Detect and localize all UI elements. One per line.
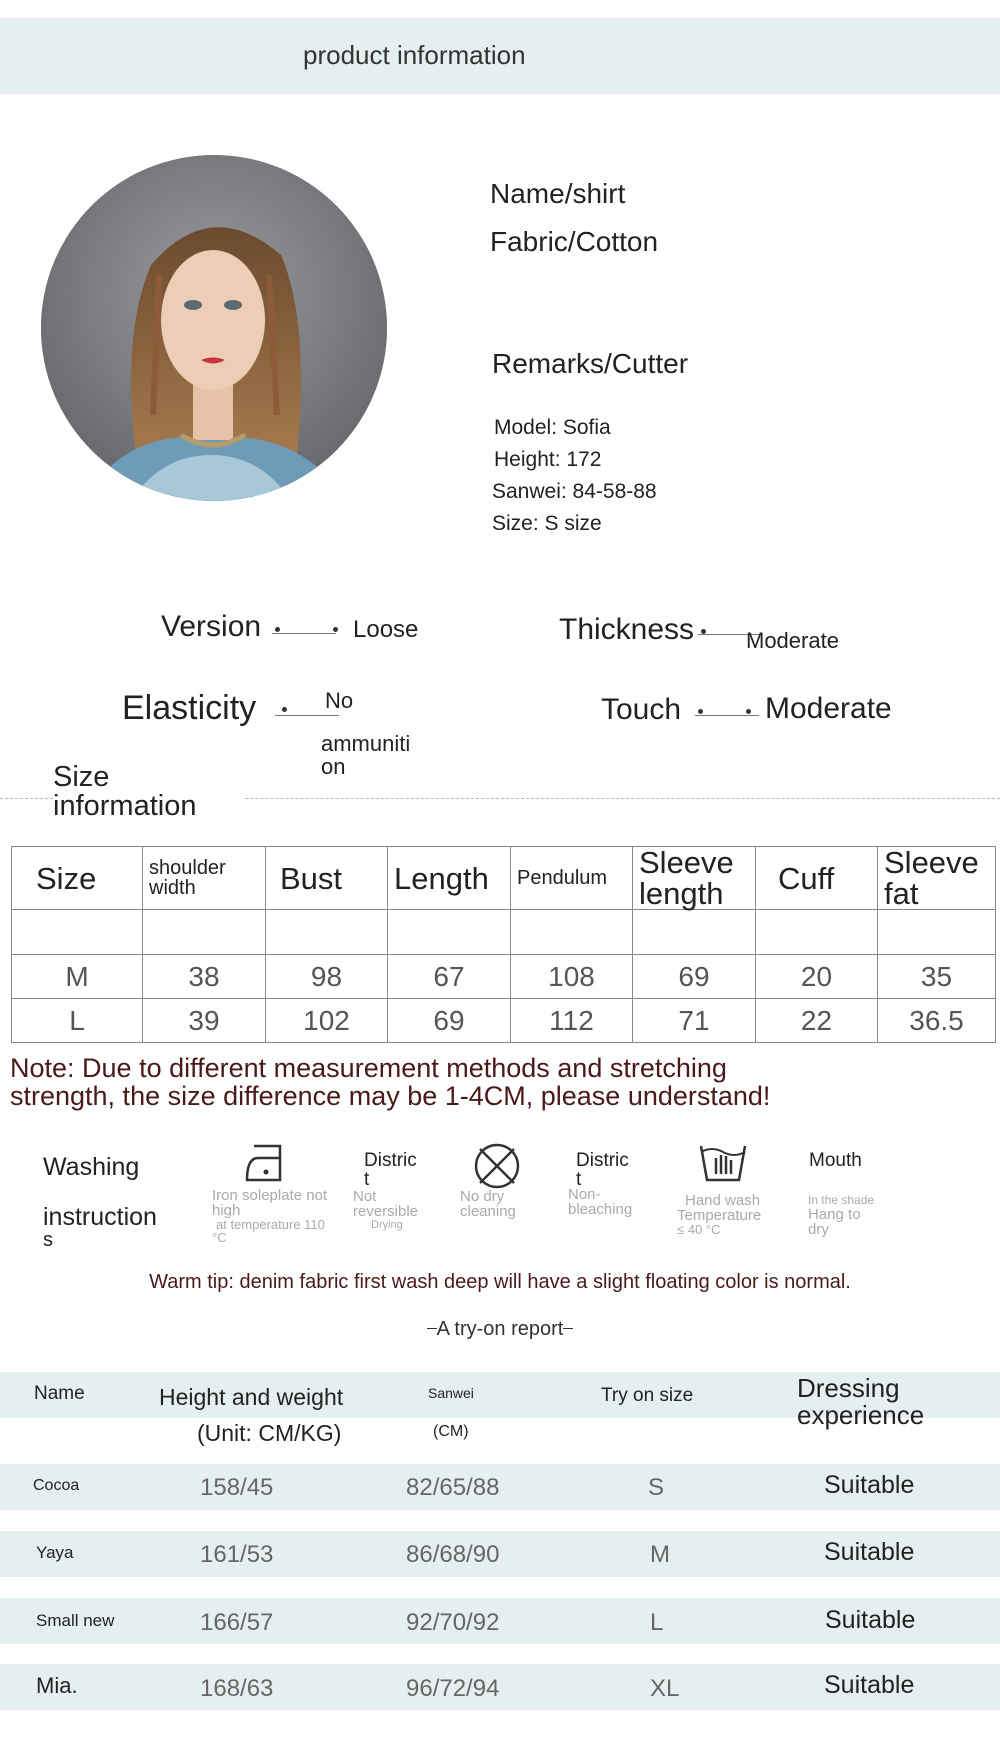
tryon-header-hw-1: Height and weight [159,1384,344,1410]
iron-icon [244,1140,290,1189]
measurement-note [10,1054,990,1110]
tryon-row-name: Yaya [36,1543,74,1562]
version-dot-start [275,627,280,632]
dry-title: Distric t [364,1150,417,1190]
tryon-row-name: Cocoa [33,1477,80,1494]
tryon-row-size: L [650,1609,664,1636]
bleach-title: Distric t [576,1150,629,1190]
elasticity-value-2: ammuniti [321,731,411,756]
size-table-header [12,847,996,910]
size-info-heading [53,763,243,821]
touch-connector [695,715,759,716]
tryon-row-sanwei: 82/65/88 [406,1474,500,1501]
table-row: L 39 102 69 112 71 22 36.5 [12,999,996,1043]
product-fabric: Fabric/Cotton [490,226,659,257]
tryon-row-sanwei: 86/68/90 [406,1541,500,1568]
touch-label: Touch [601,693,682,726]
dry-text: Not reversible Drying [353,1188,419,1231]
header-sleeve-length: Sleeve length [633,847,756,910]
tryon-header-hw-2: (Unit: CM/KG) [197,1420,342,1446]
tryon-row-experience: Suitable [824,1471,915,1499]
warm-tip: Warm tip: denim fabric first wash deep will have a slight floating color is normal. [149,1271,851,1293]
product-remarks: Remarks/Cutter [492,348,689,379]
tryon-row-sanwei: 92/70/92 [406,1609,500,1636]
header-size: Size [12,847,143,910]
tryon-row-experience: Suitable [824,1538,915,1566]
version-connector [272,633,336,634]
note-line1: Note: Due to different measurement methods and stretching [10,1053,727,1083]
tryon-row-sanwei: 96/72/94 [406,1675,500,1702]
tryon-row-size: XL [650,1675,680,1702]
try-on-title: A try-on report [0,1318,1000,1341]
tryon-row-experience: Suitable [825,1606,916,1634]
tryon-row-hw: 166/57 [200,1609,274,1636]
header-length: Length [388,847,511,910]
tryon-header-size: Try on size [601,1385,694,1406]
header-bust: Bust [266,847,388,910]
header-shoulder-width: shoulder width [143,847,266,910]
version-dot-end [333,627,338,632]
model-size: Size: S size [492,512,602,535]
tryon-header-name: Name [34,1383,85,1404]
washing-label: Washing instruction s [43,1153,157,1251]
tryon-header-experience: Dressing experience [797,1373,925,1430]
hand-wash-icon [698,1142,748,1189]
tryon-header-sanwei-2: (CM) [433,1423,469,1440]
note-line2: strength, the size difference may be 1-4CM, please understand! [10,1081,771,1111]
thickness-label: Thickness [559,613,695,646]
elasticity-connector [275,715,339,716]
elasticity-value-3: on [321,754,346,779]
size-table-spacer-row [12,910,996,955]
header-pendulum: Pendulum [511,847,633,910]
model-sanwei: Sanwei: 84-58-88 [492,480,657,503]
shade-dry-text: In the shade Hang to dry [808,1193,875,1238]
version-value: Loose [353,616,419,643]
tryon-row-hw: 161/53 [200,1541,274,1568]
header-sleeve-fat: Sleeve fat [878,847,996,910]
product-name: Name/shirt [490,178,626,209]
mouth-title: Mouth [809,1150,862,1171]
hand-wash-text: Hand wash Temperature ≤ 40 °C [677,1192,762,1237]
thickness-value: Moderate [746,628,839,653]
tryon-row-hw: 158/45 [200,1474,274,1501]
model-photo [41,155,387,501]
table-row: M 38 98 67 108 69 20 35 [12,955,996,999]
version-label: Version [161,610,262,643]
bleach-text: Non- bleaching [568,1186,633,1218]
tryon-row-size: M [650,1541,670,1568]
size-info-line2: information [53,790,197,822]
size-table [11,846,996,1043]
touch-dot-end [746,709,751,714]
tryon-row-name: Mia. [36,1673,78,1698]
model-height: Height: 172 [494,448,602,471]
touch-dot-start [698,709,703,714]
elasticity-label: Elasticity [122,689,257,727]
elasticity-dot-start [282,707,287,712]
size-info-line1: Size [53,761,110,793]
tryon-row-experience: Suitable [824,1671,915,1699]
model-name: Model: Sofia [494,416,611,439]
touch-value: Moderate [765,692,892,725]
elasticity-value-1: No [325,688,354,713]
header-cuff: Cuff [756,847,878,910]
iron-text: Iron soleplate not high at temperature 110 °C [212,1187,328,1245]
tryon-row-name: Small new [36,1611,115,1630]
no-dry-clean-text: No dry cleaning [460,1188,516,1220]
model-portrait-illustration [41,155,387,501]
page-title: product information [303,40,526,70]
tryon-row-hw: 168/63 [200,1675,274,1702]
tryon-header-sanwei-1: Sanwei [428,1385,474,1401]
tryon-row-size: S [648,1474,665,1501]
